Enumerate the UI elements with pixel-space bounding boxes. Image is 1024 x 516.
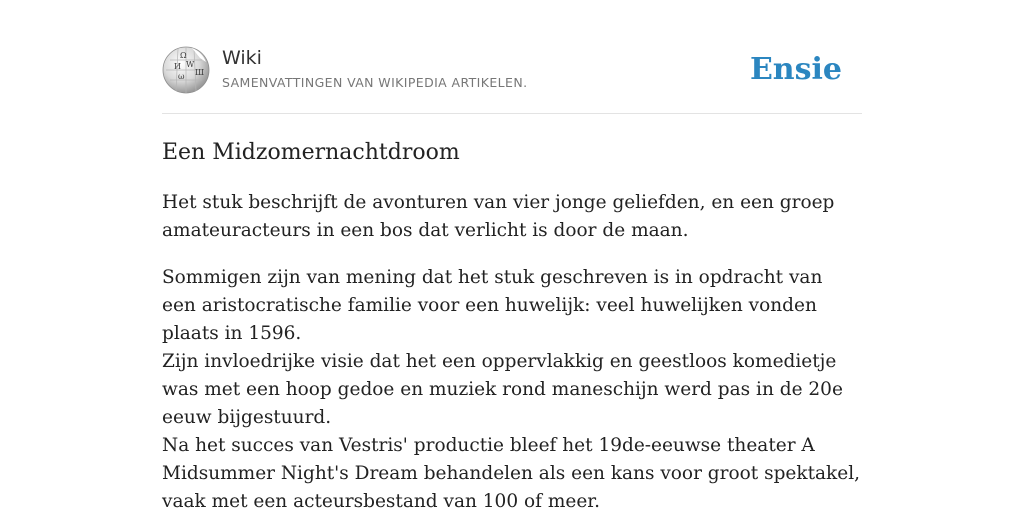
article-paragraph-2: Sommigen zijn van mening dat het stuk geschreven is in opdracht van een aristocratische familie voor een huwelijk: veel huwelijken vonden plaats in 1596. [162,267,823,344]
page-container [162,0,862,512]
svg-text:И: И [174,62,181,71]
site-tagline: SAMENVATTINGEN VAN WIKIPEDIA ARTIKELEN. [222,75,528,90]
site-name[interactable]: Wiki [222,47,262,69]
site-header [162,0,862,114]
wikipedia-globe-icon[interactable] [162,46,210,94]
article-paragraph-3: Zijn invloedrijke visie dat het een oppervlakkig en geestloos komedietje was met een hoop gedoe en muziek rond maneschijn werd pas in de 20e eeuw bijgestuurd. [162,351,843,428]
svg-text:Ω: Ω [180,51,187,60]
ensie-brand-logo[interactable]: Ensie [749,52,842,87]
article-title: Een Midzomernachtdroom [162,140,460,165]
article-paragraph-4: Na het succes van Vestris' productie bleef het 19de-eeuwse theater A Midsummer Night's Dream behandelen als een kans voor groot spektakel, vaak met een acteursbestand van 100 of meer. [162,435,860,512]
svg-text:ω: ω [178,72,185,81]
svg-text:W: W [186,60,195,69]
article-paragraph-1: Het stuk beschrijft de avonturen van vier jonge geliefden, en een groep amateuracteurs in een bos dat verlicht is door de maan. [162,192,835,241]
svg-text:Ш: Ш [195,68,205,77]
